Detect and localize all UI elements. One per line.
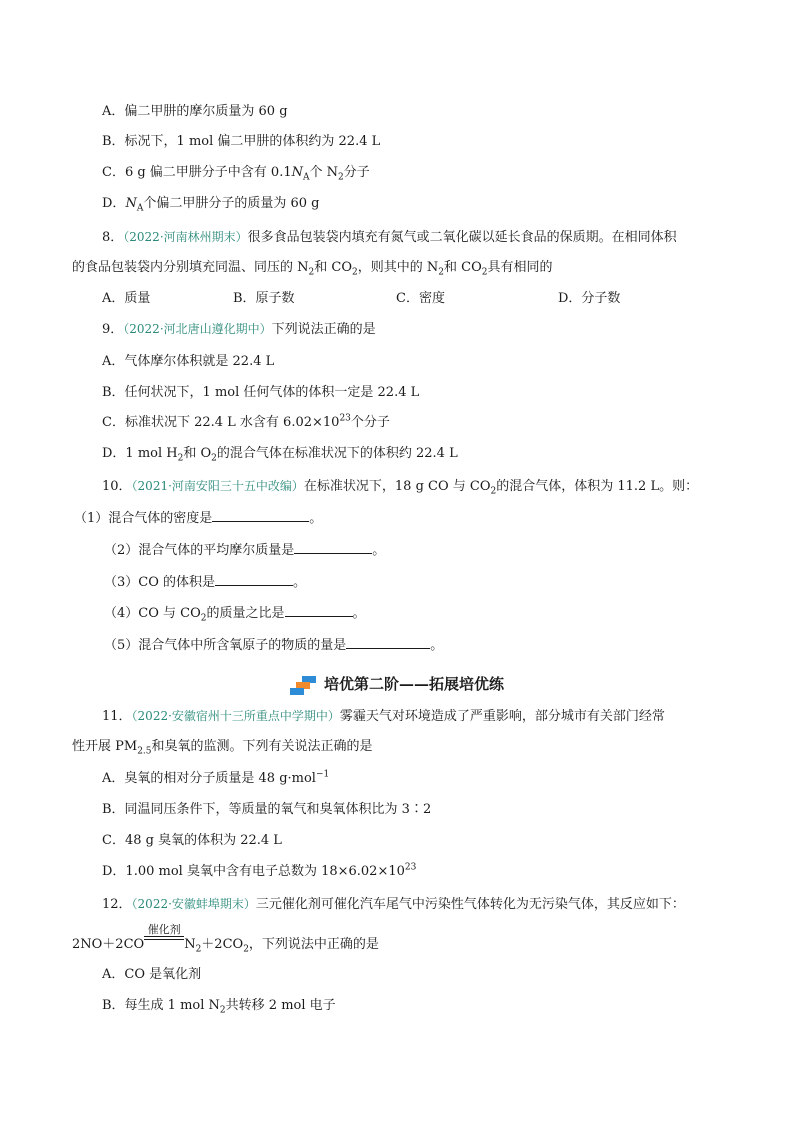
q10-part5: （5）混合气体中所含氧原子的物质的量是 。 [104,635,443,655]
q11-option-c: C．48 g 臭氧的体积为 22.4 L [102,833,282,848]
q8-source: （2022·河南林州期末） [123,230,248,244]
q9-stem: 9．（2022·河北唐山遵化期中）下列说法正确的是 [102,322,376,337]
reaction-arrow [144,923,184,948]
q8-option-b: B．原子数 [233,291,295,306]
q9-option-d: D．1 mol $H_2$和 $O_2$的混合气体在标准状况下的体积约 22.4 L [102,446,458,464]
q7-option-b: B．标况下，1 mol 偏二甲肼的体积约为 22.4 L [102,134,381,149]
q11-stem-line2: 性开展 $PM_{2.5}$和臭氧的监测。下列有关说法正确的是 [72,739,373,757]
q8-option-a: A．质量 [102,291,151,306]
q8-stem-line2: 的食品包装袋内分别填充同温、同压的 $N_2$和 $CO_2$，则其中的 $N_2$和 $CO_2$具有相同的 [72,260,553,278]
q10-stem: 10．（2021·河南安阳三十五中改编）在标准状况下，18 g CO 与 $CO_2$的混合气体，体积为 11.2 L。则： [102,479,699,497]
section-title: 培优第二阶——拓展培优练 [323,675,504,693]
q8-option-d: D．分子数 [558,291,621,306]
section-heading [0,673,794,695]
q11-source: （2022·安徽宿州十三所重点中学期中） [131,709,340,723]
q12-option-a: A．CO 是氧化剂 [102,967,202,982]
answer-blank-5[interactable] [346,635,430,649]
q12-option-b: B．每生成 1 mol $N_2$共转移 2 mol 电子 [102,998,336,1016]
q8-option-c: C．密度 [396,291,445,306]
q11-option-a: A．臭氧的相对分子质量是 48 g·mol$^{-1}$ [102,769,330,786]
q12-equation: 2NO＋2CO 催化剂 $N_2+2CO_2$，下列说法中正确的是 [72,923,379,955]
q7-option-c: C．6 g 偏二甲肼分子中含有 $0.1N_A$个 $N_2$分子 [102,165,370,183]
answer-blank-4[interactable] [285,603,353,617]
q8-stem-line1: 8．（2022·河南林州期末）很多食品包装袋内填充有氮气或二氧化碳以延长食品的保质期。在相同体积 [102,230,677,245]
q9-option-a: A．气体摩尔体积就是 22.4 L [102,354,275,369]
answer-blank-2[interactable] [294,540,372,554]
q10-part4: （4）CO 与 $CO_2$的质量之比是 。 [104,603,366,623]
q7-option-a: A．偏二甲肼的摩尔质量为 60 g [102,104,288,119]
answer-blank-1[interactable] [212,508,309,522]
answer-blank-3[interactable] [215,572,293,586]
q11-stem-line1: 11．（2022·安徽宿州十三所重点中学期中）雾霾天气对环境造成了严重影响，部分城市有关部门经常 [102,709,665,724]
q12-stem-line1: 12．（2022·安徽蚌埠期末）三元催化剂可催化汽车尾气中污染性气体转化为无污染气体，其反应如下： [102,897,685,912]
catalyst-label: 催化剂 [147,923,181,936]
q12-source: （2022·安徽蚌埠期末） [131,897,256,911]
section-blocks-icon [290,675,320,695]
q9-option-b: B．任何状况下，1 mol 任何气体的体积一定是 22.4 L [102,385,420,400]
q11-option-b: B．同温同压条件下，等质量的氧气和臭氧体积比为 3∶2 [102,802,432,817]
q10-part3: （3）CO 的体积是 。 [104,572,306,592]
q10-part2: （2）混合气体的平均摩尔质量是 。 [104,540,385,560]
q7-option-d: D．$N_A$个偏二甲肼分子的质量为 60 g [102,196,320,214]
q11-option-d: D．1.00 mol 臭氧中含有电子总数为 $18\times 6.02\times 10^{23}$ [102,862,417,879]
q10-part1: （1）混合气体的密度是 。 [74,508,322,528]
q9-source: （2022·河北唐山遵化期中） [123,322,272,336]
q9-option-c: C．标准状况下 22.4 L 水含有 $6.02\times 10^{23}$个分子 [102,413,390,430]
q10-source: （2021·河南安阳三十五中改编） [131,479,304,493]
